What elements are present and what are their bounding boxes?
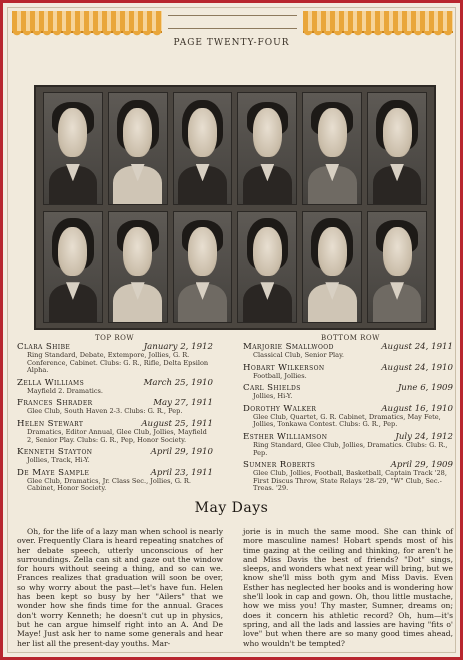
portrait-photo bbox=[367, 211, 427, 324]
senior-birthdate: April 29, 1910 bbox=[150, 447, 213, 458]
senior-activities: Glee Club, Dramatics, Jr. Class Sec., Jollies, G. R. Cabinet, Honor Society. bbox=[27, 476, 191, 493]
portrait-photo bbox=[302, 211, 362, 324]
senior-name: De Maye Sample bbox=[17, 467, 90, 478]
senior-birthdate: August 25, 1911 bbox=[141, 418, 213, 429]
senior-entry bbox=[17, 378, 213, 396]
senior-activities: Jollies, Track, Hi-Y. bbox=[27, 456, 90, 465]
senior-activities: Ring Standard, Debate, Extempore, Jollies, G. R. Conference, Cabinet. Clubs: G. R., Rifle, Delta Epsilon Alpha. bbox=[27, 351, 209, 375]
senior-entry bbox=[17, 419, 213, 444]
senior-activities: Glee Club, Quartet, G. R. Cabinet, Dramatics, May Fete, Jollies, Tonkawa Contest. Clubs: G. R., Pep. bbox=[253, 412, 441, 429]
header-rule bbox=[168, 15, 297, 29]
portrait-photo bbox=[43, 211, 103, 324]
senior-entry bbox=[243, 342, 453, 360]
senior-name: Zella Williams bbox=[17, 377, 85, 388]
senior-entry bbox=[243, 383, 453, 401]
senior-name: Dorothy Walker bbox=[243, 403, 317, 414]
header-ornament-right bbox=[303, 11, 453, 33]
senior-entry bbox=[243, 404, 453, 429]
senior-entry bbox=[17, 447, 213, 465]
senior-name: Clara Shibe bbox=[17, 342, 71, 352]
senior-entry bbox=[17, 398, 213, 416]
senior-activities: Mayfield 2. Dramatics. bbox=[27, 386, 104, 395]
senior-birthdate: April 23, 1911 bbox=[150, 467, 213, 478]
story-text-right: jorie is in much the same mood. She can think of more masculine names! Hobart spends most of his time gazing at the ceiling and thinking, for aren't he and Miss Davis the best of friends? "Dot" sings, sleeps, and wonders what next year will bring, but we know she'll miss both gym and Miss Davis. Even Esther has neglected her books and is wondering how she'll look in cap and gown. Oh, thou little mustache, how we miss you! Thy master, Sumner, dreams on; does it concern his athletic record? Oh, hum—it's spring, and all the lads and lassies are having "fits o' love" but when there are so many good times ahead, who wouldn't be tempted? bbox=[243, 527, 453, 648]
portrait-photo bbox=[302, 92, 362, 205]
portrait-photo bbox=[108, 92, 168, 205]
senior-name: Helen Stewart bbox=[17, 418, 84, 429]
senior-birthdate: July 24, 1912 bbox=[395, 431, 453, 442]
senior-name: Frances Shrader bbox=[17, 398, 93, 409]
senior-name: Carl Shields bbox=[243, 383, 301, 394]
senior-birthdate: August 24, 1910 bbox=[381, 362, 453, 373]
senior-birthdate: January 2, 1912 bbox=[143, 342, 213, 352]
portrait-photo bbox=[367, 92, 427, 205]
senior-entry bbox=[243, 460, 453, 493]
senior-activities: Glee Club, South Haven 2-3. Clubs: G. R., Pep. bbox=[27, 407, 183, 416]
senior-birthdate: May 27, 1911 bbox=[153, 398, 213, 409]
senior-entry bbox=[243, 432, 453, 457]
portrait-panel bbox=[34, 85, 436, 330]
senior-birthdate: August 24, 1911 bbox=[381, 342, 453, 352]
senior-birthdate: June 6, 1909 bbox=[397, 383, 453, 394]
senior-name: Esther Williamson bbox=[243, 431, 328, 442]
senior-birthdate: April 29, 1909 bbox=[390, 460, 453, 471]
top-row-label: TOP ROW bbox=[95, 334, 135, 342]
bottom-row-label: BOTTOM ROW bbox=[321, 334, 380, 342]
portrait-photo bbox=[173, 211, 233, 324]
portrait-photo bbox=[237, 92, 297, 205]
senior-entry bbox=[17, 342, 213, 375]
senior-activities: Ring Standard, Glee Club, Jollies, Dramatics. Clubs: G. R., Pep. bbox=[253, 440, 448, 457]
senior-activities: Jollies, Hi-Y. bbox=[253, 392, 293, 401]
senior-birthdate: March 25, 1910 bbox=[143, 377, 213, 388]
senior-activities: Football, Jollies. bbox=[253, 371, 307, 380]
senior-list-left bbox=[17, 342, 213, 496]
portrait-photo bbox=[173, 92, 233, 205]
senior-activities: Dramatics, Editor Annual, Glee Club, Jollies, Mayfield 2, Senior Play. Clubs: G. R., Pep, Honor Society. bbox=[27, 427, 207, 444]
senior-name: Kenneth Stayton bbox=[17, 447, 93, 458]
senior-name: Marjorie Smallwood bbox=[243, 342, 334, 352]
senior-activities: Glee Club, Jollies, Football, Basketball, Captain Track '28, First Discus Throw, State Relays '28-'29, "W" Club, Sec.-Treas. '29. bbox=[253, 469, 447, 493]
page-number: PAGE TWENTY-FOUR bbox=[173, 38, 290, 48]
senior-name: Hobart Wilkerson bbox=[243, 362, 325, 373]
senior-birthdate: August 16, 1910 bbox=[381, 403, 453, 414]
header-ornament-left bbox=[12, 11, 162, 33]
senior-entry bbox=[243, 363, 453, 381]
decorative-header-band bbox=[12, 11, 453, 39]
story-text-left: Oh, for the life of a lazy man when school is nearly over. Frequently Clara is heard repeating snatches of her debate speech, utterly unconscious of her surroundings. Zella can sit and gaze out the window for hours without seeing a thing, and so can we. Frances realizes that graduation will soon be over, so why worry about the past—let's have fun. Helen has been kept so busy by her "Ailers" that we wonder how she finds time for the annual. Graces don't worry Kenneth; he doesn't cut up in physics, but he can argue himself right into an A. And De Maye! Just ask her to name some generals and hear her list all the present-day youths. Mar- bbox=[17, 527, 223, 648]
senior-activities: Classical Club, Senior Play. bbox=[253, 351, 345, 359]
senior-list-right bbox=[243, 342, 453, 496]
portrait-photo bbox=[237, 211, 297, 324]
senior-entry bbox=[17, 468, 213, 493]
story-title: May Days bbox=[194, 500, 269, 516]
senior-name: Sumner Roberts bbox=[243, 460, 316, 471]
portrait-photo bbox=[43, 92, 103, 205]
portrait-photo bbox=[108, 211, 168, 324]
